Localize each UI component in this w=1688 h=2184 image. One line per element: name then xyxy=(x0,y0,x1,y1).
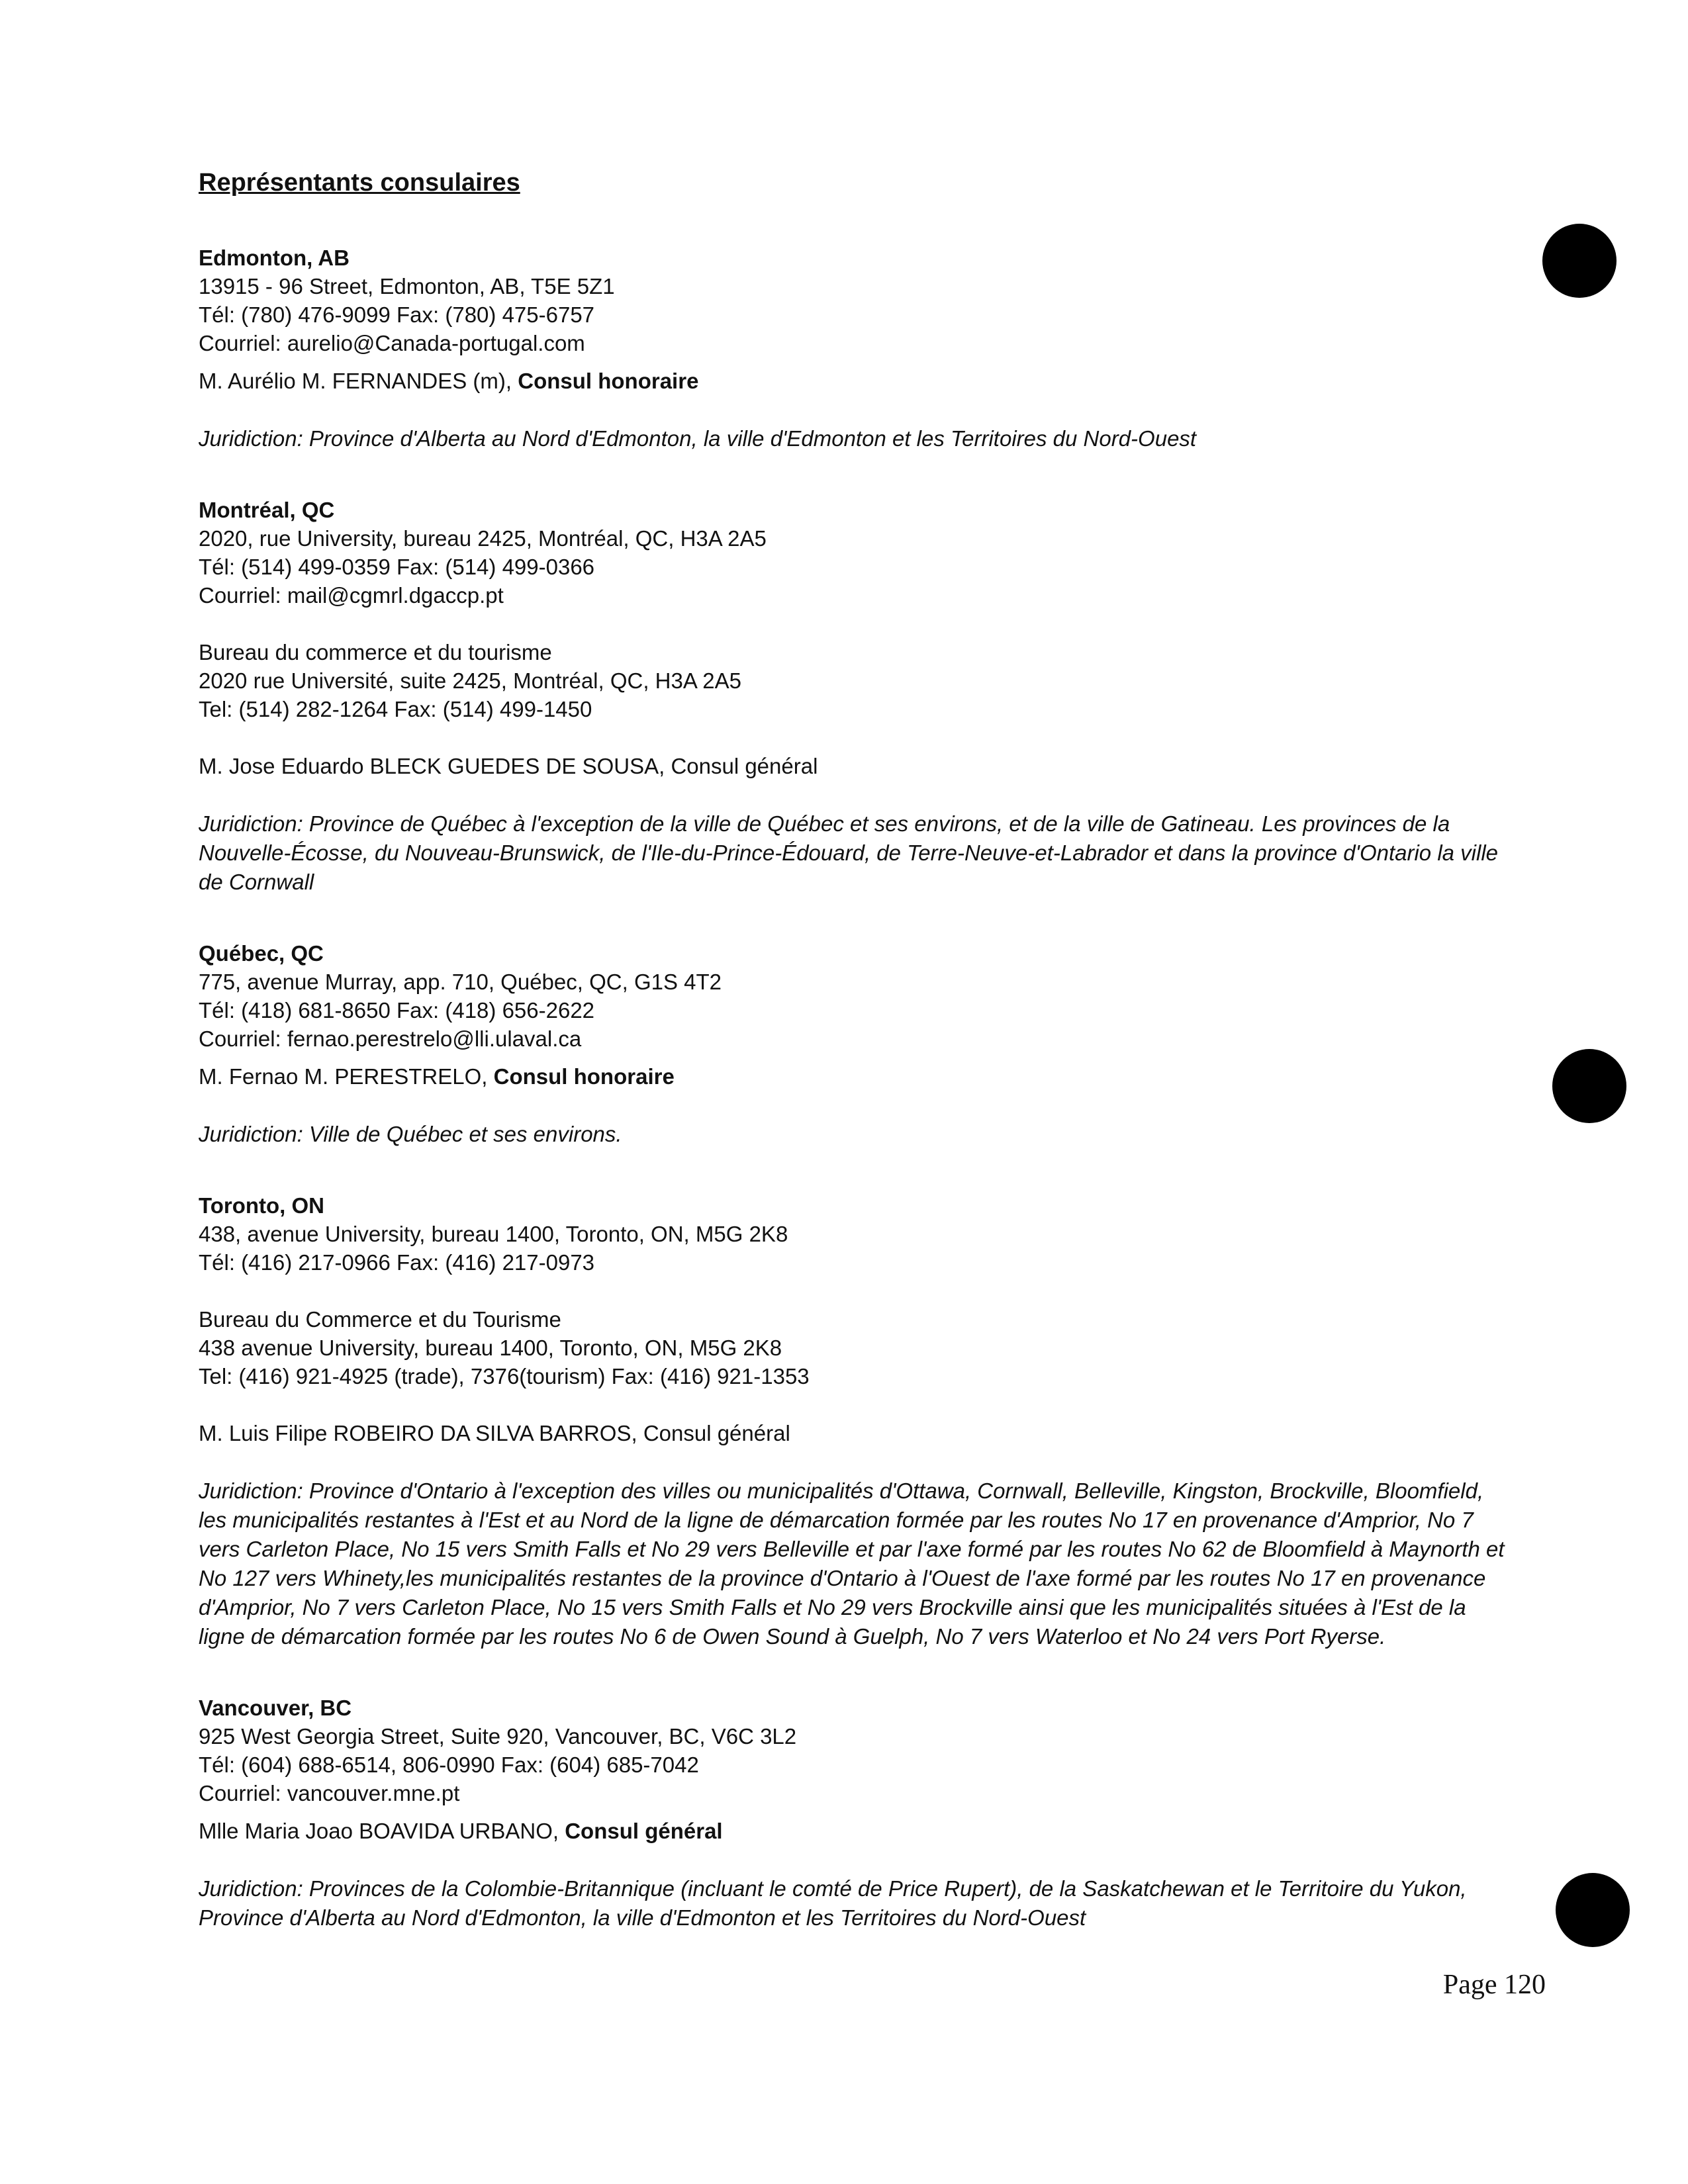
representative-name: Mlle Maria Joao BOAVIDA URBANO, xyxy=(199,1819,565,1843)
city-heading: Québec, QC xyxy=(199,941,324,966)
consulate-quebec xyxy=(199,939,1509,1149)
phone-fax: Tél: (604) 688-6514, 806-0990 Fax: (604) 685-7042 xyxy=(199,1752,699,1777)
address: 2020, rue University, bureau 2425, Montréal, QC, H3A 2A5 xyxy=(199,526,767,551)
representative-name: M. Luis Filipe ROBEIRO DA SILVA BARROS, xyxy=(199,1421,643,1445)
trade-office-address: 2020 rue Université, suite 2425, Montréal, QC, H3A 2A5 xyxy=(199,668,741,693)
representative-name: M. Jose Eduardo BLECK GUEDES DE SOUSA, xyxy=(199,754,671,778)
punch-hole-top xyxy=(1542,224,1617,298)
consulate-edmonton xyxy=(199,244,1509,453)
trade-office-name: Bureau du Commerce et du Tourisme xyxy=(199,1307,561,1332)
representative-role: Consul honoraire xyxy=(518,369,699,393)
email: Courriel: fernao.perestrelo@lli.ulaval.ca xyxy=(199,1026,582,1051)
consulate-vancouver xyxy=(199,1694,1509,1933)
trade-office xyxy=(199,1305,1509,1390)
city-heading: Montréal, QC xyxy=(199,498,335,522)
phone-fax: Tél: (514) 499-0359 Fax: (514) 499-0366 xyxy=(199,555,595,579)
trade-office-phone: Tel: (514) 282-1264 Fax: (514) 499-1450 xyxy=(199,697,592,721)
city-heading: Edmonton, AB xyxy=(199,246,350,270)
representative xyxy=(199,1062,1509,1091)
representative-role: Consul général xyxy=(565,1819,723,1843)
trade-office-address: 438 avenue University, bureau 1400, Toronto, ON, M5G 2K8 xyxy=(199,1336,782,1360)
city-heading: Vancouver, BC xyxy=(199,1696,352,1720)
trade-office-phone: Tel: (416) 921-4925 (trade), 7376(tourism) Fax: (416) 921-1353 xyxy=(199,1364,810,1388)
trade-office-name: Bureau du commerce et du tourisme xyxy=(199,640,552,664)
email: Courriel: aurelio@Canada-portugal.com xyxy=(199,331,585,355)
consulate-montreal xyxy=(199,496,1509,897)
phone-fax: Tél: (418) 681-8650 Fax: (418) 656-2622 xyxy=(199,998,595,1023)
representative-role: Consul général xyxy=(643,1421,790,1445)
representative-name: M. Aurélio M. FERNANDES (m), xyxy=(199,369,518,393)
address: 438, avenue University, bureau 1400, Toronto, ON, M5G 2K8 xyxy=(199,1222,788,1246)
jurisdiction: Juridiction: Ville de Québec et ses environs. xyxy=(199,1122,622,1146)
page-title: Représentants consulaires xyxy=(199,169,520,197)
representative-role: Consul général xyxy=(671,754,818,778)
address: 925 West Georgia Street, Suite 920, Vancouver, BC, V6C 3L2 xyxy=(199,1724,797,1749)
representative-name: M. Fernao M. PERESTRELO, xyxy=(199,1064,494,1089)
representative xyxy=(199,367,1509,395)
punch-hole-middle xyxy=(1552,1049,1626,1123)
phone-fax: Tél: (780) 476-9099 Fax: (780) 475-6757 xyxy=(199,302,595,327)
consulate-toronto xyxy=(199,1191,1509,1651)
address: 775, avenue Murray, app. 710, Québec, QC, G1S 4T2 xyxy=(199,970,722,994)
jurisdiction: Juridiction: Province d'Ontario à l'exception des villes ou municipalités d'Ottawa, Cornwall, Belleville, Kingston, Brockville, Bloomfield, les municipalités restantes à l'Est et au Nord de la ligne de démarcation formée par les routes No 17 en provenance d'Amprior, No 7 vers Carleton Place, No 15 vers Smith Falls et No 29 vers Belleville et par l'axe formé par les routes No 62 de Bloomfield à Maynorth et No 127 vers Whinety,les municipalités restantes de la province d'Ontario à l'Ouest de l'axe formé par les routes No 17 en provenance d'Amprior, No 7 vers Carleton Place, No 15 vers Smith Falls et No 29 vers Brockville ainsi que les municipalités situées à l'Est de la ligne de démarcation formée par les routes No 6 de Owen Sound à Guelph, No 7 vers Waterloo et No 24 vers Port Ryerse. xyxy=(199,1479,1505,1649)
trade-office xyxy=(199,638,1509,723)
phone-fax: Tél: (416) 217-0966 Fax: (416) 217-0973 xyxy=(199,1250,595,1275)
jurisdiction: Juridiction: Province de Québec à l'exception de la ville de Québec et ses environs, et de la ville de Gatineau. Les provinces de la Nouvelle-Écosse, du Nouveau-Brunswick, de l'Ile-du-Prince-Édouard, de Terre-Neuve-et-Labrador et dans la province d'Ontario la ville de Cornwall xyxy=(199,811,1499,894)
punch-hole-bottom xyxy=(1556,1873,1630,1947)
jurisdiction: Juridiction: Provinces de la Colombie-Britannique (incluant le comté de Price Rupert), de la Saskatchewan et le Territoire du Yukon, Province d'Alberta au Nord d'Edmonton, la ville d'Edmonton et les Territoires du Nord-Ouest xyxy=(199,1876,1467,1930)
representative xyxy=(199,1419,1509,1447)
page-number: Page 120 xyxy=(1442,1970,1546,2000)
representative-role: Consul honoraire xyxy=(493,1064,675,1089)
city-heading: Toronto, ON xyxy=(199,1193,325,1218)
jurisdiction: Juridiction: Province d'Alberta au Nord d'Edmonton, la ville d'Edmonton et les Territoires du Nord-Ouest xyxy=(199,426,1197,451)
address: 13915 - 96 Street, Edmonton, AB, T5E 5Z1 xyxy=(199,274,615,298)
representative xyxy=(199,752,1509,780)
document-page xyxy=(199,169,1509,1975)
email: Courriel: mail@cgmrl.dgaccp.pt xyxy=(199,583,504,608)
email: Courriel: vancouver.mne.pt xyxy=(199,1781,460,1805)
representative xyxy=(199,1817,1509,1845)
